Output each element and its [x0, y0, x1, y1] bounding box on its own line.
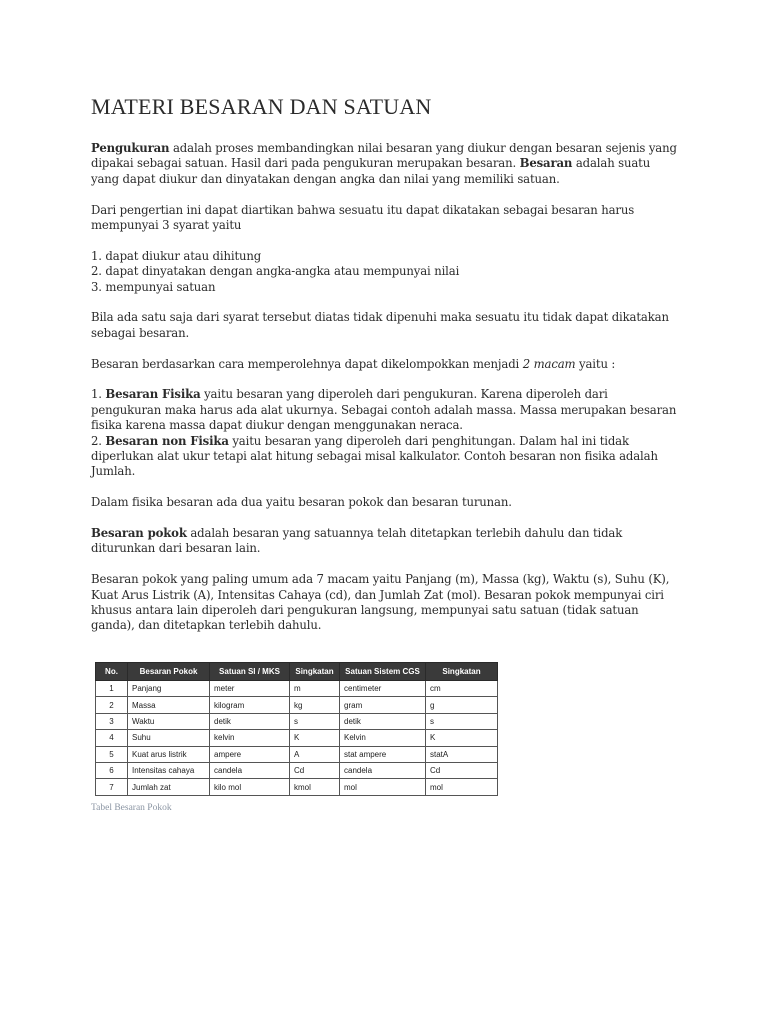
- term-besaran-pokok: Besaran pokok: [91, 526, 187, 541]
- table-cell: Intensitas cahaya: [128, 762, 210, 778]
- besaran-pokok-table: [95, 662, 498, 796]
- table-cell: candela: [210, 762, 290, 778]
- term-besaran-non-fisika: Besaran non Fisika: [105, 433, 229, 448]
- list-number: 2.: [91, 433, 106, 448]
- term-besaran: Besaran: [519, 156, 573, 171]
- table-cell: candela: [340, 762, 426, 778]
- paragraph-text: adalah suatu yang dapat diukur dan dinyatakan dengan angka dan nilai yang memiliki satuan.: [91, 156, 651, 186]
- table-cell: A: [290, 746, 340, 762]
- list-item-besaran-fisika: [91, 387, 681, 433]
- table-header-row: [96, 663, 498, 681]
- emphasis-2-macam: 2 macam: [522, 356, 576, 371]
- table-cell: Suhu: [128, 730, 210, 746]
- paragraph-besaran-pokok: [91, 526, 681, 557]
- table-cell: g: [426, 697, 498, 713]
- table-cell: gram: [340, 697, 426, 713]
- table-row: [96, 730, 498, 746]
- list-item-syarat-3: 3. mempunyai satuan: [91, 279, 216, 294]
- table-cell: s: [290, 713, 340, 729]
- table-header-cell: Besaran Pokok: [128, 663, 210, 681]
- paragraph-pengukuran: [91, 141, 681, 187]
- table-row: [96, 762, 498, 778]
- table-cell: mol: [340, 779, 426, 795]
- table-cell: mol: [426, 779, 498, 795]
- table-cell: detik: [340, 713, 426, 729]
- table-cell: kg: [290, 697, 340, 713]
- table-cell: m: [290, 681, 340, 697]
- table-cell: Panjang: [128, 681, 210, 697]
- table-cell: kilo mol: [210, 779, 290, 795]
- table-cell: statA: [426, 746, 498, 762]
- table-cell: Kelvin: [340, 730, 426, 746]
- besaran-pokok-table-figure: [95, 662, 497, 796]
- term-besaran-fisika: Besaran Fisika: [105, 387, 201, 402]
- paragraph-syarat-intro: Dari pengertian ini dapat diartikan bahwa sesuatu itu dapat dikatakan sebagai besaran harus mempunyai 3 syarat yaitu: [91, 202, 635, 233]
- list-item-syarat-1: 1. dapat diukur atau dihitung: [91, 248, 262, 263]
- list-item-syarat-2: 2. dapat dinyatakan dengan angka-angka atau mempunyai nilai: [91, 264, 460, 279]
- table-cell: Cd: [290, 762, 340, 778]
- table-cell: Massa: [128, 697, 210, 713]
- list-item-besaran-non-fisika: [91, 434, 681, 480]
- table-row: [96, 713, 498, 729]
- table-cell: K: [426, 730, 498, 746]
- page-title: MATERI BESARAN DAN SATUAN: [91, 94, 432, 119]
- paragraph-text: yaitu :: [575, 356, 616, 371]
- paragraph-text: adalah besaran yang satuannya telah ditetapkan terlebih dahulu dan tidak diturunkan dari besaran lain.: [91, 526, 623, 556]
- paragraph-macam: [91, 357, 681, 372]
- table-cell: 2: [96, 697, 128, 713]
- paragraph-tujuh-macam: Besaran pokok yang paling umum ada 7 macam yaitu Panjang (m), Massa (kg), Waktu (s), Suhu (K), Kuat Arus Listrik (A), Intensitas Cahaya (cd), dan Jumlah Zat (mol). Besaran pokok mempunyai ciri khusus antara lain diperoleh dari pengukuran langsung, mempunyai satu satuan (tidak satuan ganda), dan ditetapkan terlebih dahulu.: [91, 572, 670, 633]
- table-header-cell: Singkatan: [426, 663, 498, 681]
- table-cell: s: [426, 713, 498, 729]
- table-cell: Jumlah zat: [128, 779, 210, 795]
- table-row: [96, 779, 498, 795]
- table-cell: cm: [426, 681, 498, 697]
- table-cell: Kuat arus listrik: [128, 746, 210, 762]
- paragraph-text: Besaran berdasarkan cara memperolehnya dapat dikelompokkan menjadi: [91, 356, 523, 371]
- table-cell: Cd: [426, 762, 498, 778]
- table-cell: Waktu: [128, 713, 210, 729]
- table-header-cell: No.: [96, 663, 128, 681]
- table-cell: stat ampere: [340, 746, 426, 762]
- table-cell: detik: [210, 713, 290, 729]
- table-cell: meter: [210, 681, 290, 697]
- table-cell: kmol: [290, 779, 340, 795]
- list-number: 1.: [91, 387, 106, 402]
- table-cell: K: [290, 730, 340, 746]
- article-body: [91, 141, 681, 649]
- table-cell: 4: [96, 730, 128, 746]
- term-pengukuran: Pengukuran: [91, 141, 170, 155]
- table-header-cell: Satuan Sistem CGS: [340, 663, 426, 681]
- table-cell: centimeter: [340, 681, 426, 697]
- table-cell: 6: [96, 762, 128, 778]
- paragraph-dua-besaran: Dalam fisika besaran ada dua yaitu besaran pokok dan besaran turunan.: [91, 495, 512, 510]
- table-cell: kelvin: [210, 730, 290, 746]
- paragraph-syarat-note: Bila ada satu saja dari syarat tersebut diatas tidak dipenuhi maka sesuatu itu tidak dapat dikatakan sebagai besaran.: [91, 310, 669, 340]
- table-cell: 3: [96, 713, 128, 729]
- paragraph-text: adalah proses membandingkan nilai besaran yang diukur dengan besaran sejenis yang dipakai sebagai satuan. Hasil dari pada pengukuran merupakan besaran.: [91, 141, 677, 171]
- table-row: [96, 746, 498, 762]
- table-cell: 1: [96, 681, 128, 697]
- table-header-cell: Singkatan: [290, 663, 340, 681]
- table-row: [96, 681, 498, 697]
- paragraph-text: yaitu besaran yang diperoleh dari penghitungan. Dalam hal ini tidak diperlukan alat ukur tetapi alat hitung sebagai misal kalkulator. Contoh besaran non fisika adalah Jumlah.: [91, 433, 658, 479]
- table-cell: kilogram: [210, 697, 290, 713]
- table-cell: 7: [96, 779, 128, 795]
- table-row: [96, 697, 498, 713]
- table-caption: Tabel Besaran Pokok: [91, 803, 172, 813]
- paragraph-text: yaitu besaran yang diperoleh dari pengukuran. Karena diperoleh dari pengukuran maka harus ada alat ukurnya. Sebagai contoh adalah massa. Massa merupakan besaran fisika karena massa dapat diukur dengan menggunakan neraca.: [91, 387, 677, 433]
- table-cell: 5: [96, 746, 128, 762]
- table-cell: ampere: [210, 746, 290, 762]
- table-header-cell: Satuan SI / MKS: [210, 663, 290, 681]
